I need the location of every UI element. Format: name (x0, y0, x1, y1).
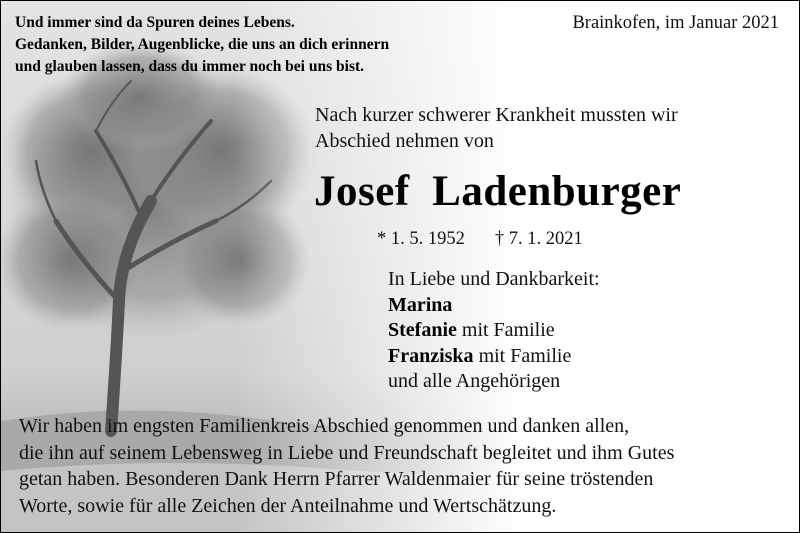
deceased-name: Josef Ladenburger (314, 168, 682, 215)
motto-line: Und immer sind da Spuren deines Lebens. (15, 14, 295, 31)
mourner-name: Marina (388, 293, 453, 316)
mourners-closing-line: und alle Angehörigen (388, 370, 561, 392)
thanks-paragraph (19, 413, 789, 519)
mourner-suffix: mit Familie (456, 319, 555, 341)
mourner-entry (388, 344, 600, 370)
thanks-line: getan haben. Besonderen Dank Herrn Pfarrer Waldenmaier für seine tröstenden (19, 468, 654, 490)
thanks-line: Wir haben im engsten Familienkreis Abschied genommen und danken allen, (19, 415, 630, 437)
memorial-motto (15, 12, 389, 78)
mourner-entry (388, 318, 600, 344)
death-date: † 7. 1. 2021 (494, 229, 583, 249)
intro-line: Abschied nehmen von (315, 130, 494, 152)
mourners-list (388, 267, 600, 395)
thanks-line: die ihn auf seinem Lebensweg in Liebe und Freundschaft begleitet und ihm Gutes (19, 441, 675, 464)
mourners-heading: In Liebe und Dankbarkeit: (388, 268, 600, 290)
mourner-suffix: mit Familie (473, 344, 572, 367)
life-dates (377, 229, 583, 250)
motto-line: Gedanken, Bilder, Augenblicke, die uns an dich erinnern (15, 36, 390, 53)
intro-line: Nach kurzer schwerer Krankheit mussten wir (315, 104, 678, 126)
birth-date: * 1. 5. 1952 (377, 229, 465, 249)
thanks-line: Worte, sowie für alle Zeichen der Anteilnahme und Wertschätzung. (19, 494, 557, 517)
mourner-entry (388, 293, 600, 319)
mourner-name: Stefanie (388, 319, 457, 341)
mourner-name: Franziska (388, 344, 474, 367)
announcement-intro (315, 102, 678, 154)
place-and-date: Brainkofen, im Januar 2021 (572, 13, 779, 33)
motto-line: und glauben lassen, dass du immer noch bei uns bist. (15, 58, 365, 75)
